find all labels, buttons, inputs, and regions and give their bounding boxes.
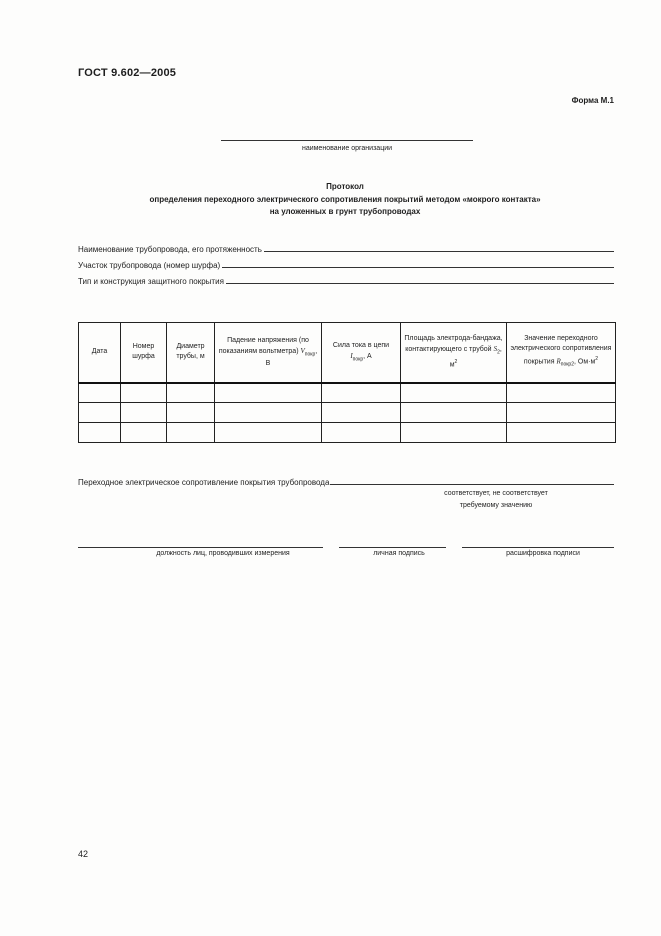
coating-type-label: Тип и конструкция защитного покрытия [78,277,224,286]
table-cell [215,383,322,403]
protocol-subtitle: определения переходного электрического сопротивления покрытий методом «мокрого контакта» [149,195,541,204]
table-header-row [79,323,616,383]
table-cell [322,403,401,423]
table-cell [322,383,401,403]
table-cell [401,423,507,443]
table-cell [121,423,167,443]
table-cell [79,403,121,423]
table-cell [215,403,322,423]
header-resistance: Значение переходного электрического сопротивления покрытия $R_{покр2}$, $Ом\cdot м^2$ [507,323,616,383]
position-caption: должность лиц, проводивших измерения [156,550,290,557]
table-cell [79,423,121,443]
organization-line [221,140,473,141]
pipeline-name-label: Наименование трубопровода, его протяженность [78,245,262,254]
resistance-line [330,477,614,485]
table-cell [401,403,507,423]
organization-caption: наименование организации [301,145,393,152]
form-label: Форма М.1 [571,96,614,105]
header-area: Площадь электрода-бандажа, контактирующего с трубой $S_2$, $м^2$ [401,323,507,383]
decoding-caption: расшифровка подписи [506,550,580,557]
signature-caption: личная подпись [373,550,425,557]
resistance-note-line2: требуемому значению [459,502,533,509]
resistance-note-line1: соответствует, не соответствует [444,490,548,497]
position-line [78,547,323,548]
signature-line [339,547,446,548]
document-code: ГОСТ 9.602—2005 [78,67,177,79]
table-cell [121,383,167,403]
protocol-subtitle-line2: на уложенных в грунт трубопроводах [269,207,421,216]
pipeline-name-field [78,244,614,254]
table-cell [167,403,215,423]
table-cell [507,383,616,403]
coating-type-field [78,276,614,286]
table-cell [121,403,167,423]
resistance-label: Переходное электрическое сопротивление покрытия трубопровода [78,478,330,487]
table-cell [322,423,401,443]
table-cell [167,423,215,443]
section-label: Участок трубопровода (номер шурфа) [78,261,221,270]
coating-type-line [226,276,614,284]
header-pit-number: Номер шурфа [121,323,167,383]
resistance-field [78,477,614,487]
table-row [79,383,616,403]
measurement-table [78,322,616,443]
table-row [79,403,616,423]
table-cell [507,403,616,423]
table-cell [167,383,215,403]
header-voltage: Падение напряжения (по показаниям вольтметра) $V_{покр}$, В [215,323,322,383]
table-cell [401,383,507,403]
decoding-line [462,547,614,548]
page-number: 42 [78,849,89,859]
table-row [79,423,616,443]
table-cell [79,383,121,403]
header-diameter: Диаметр трубы, м [167,323,215,383]
table-cell [215,423,322,443]
protocol-title: Протокол [326,182,364,191]
header-date: Дата [79,323,121,383]
table-cell [507,423,616,443]
pipeline-name-line [264,244,614,252]
section-field [78,260,614,270]
header-current: Сила тока в цепи $I_{покр}$, А [322,323,401,383]
section-line [222,260,614,268]
